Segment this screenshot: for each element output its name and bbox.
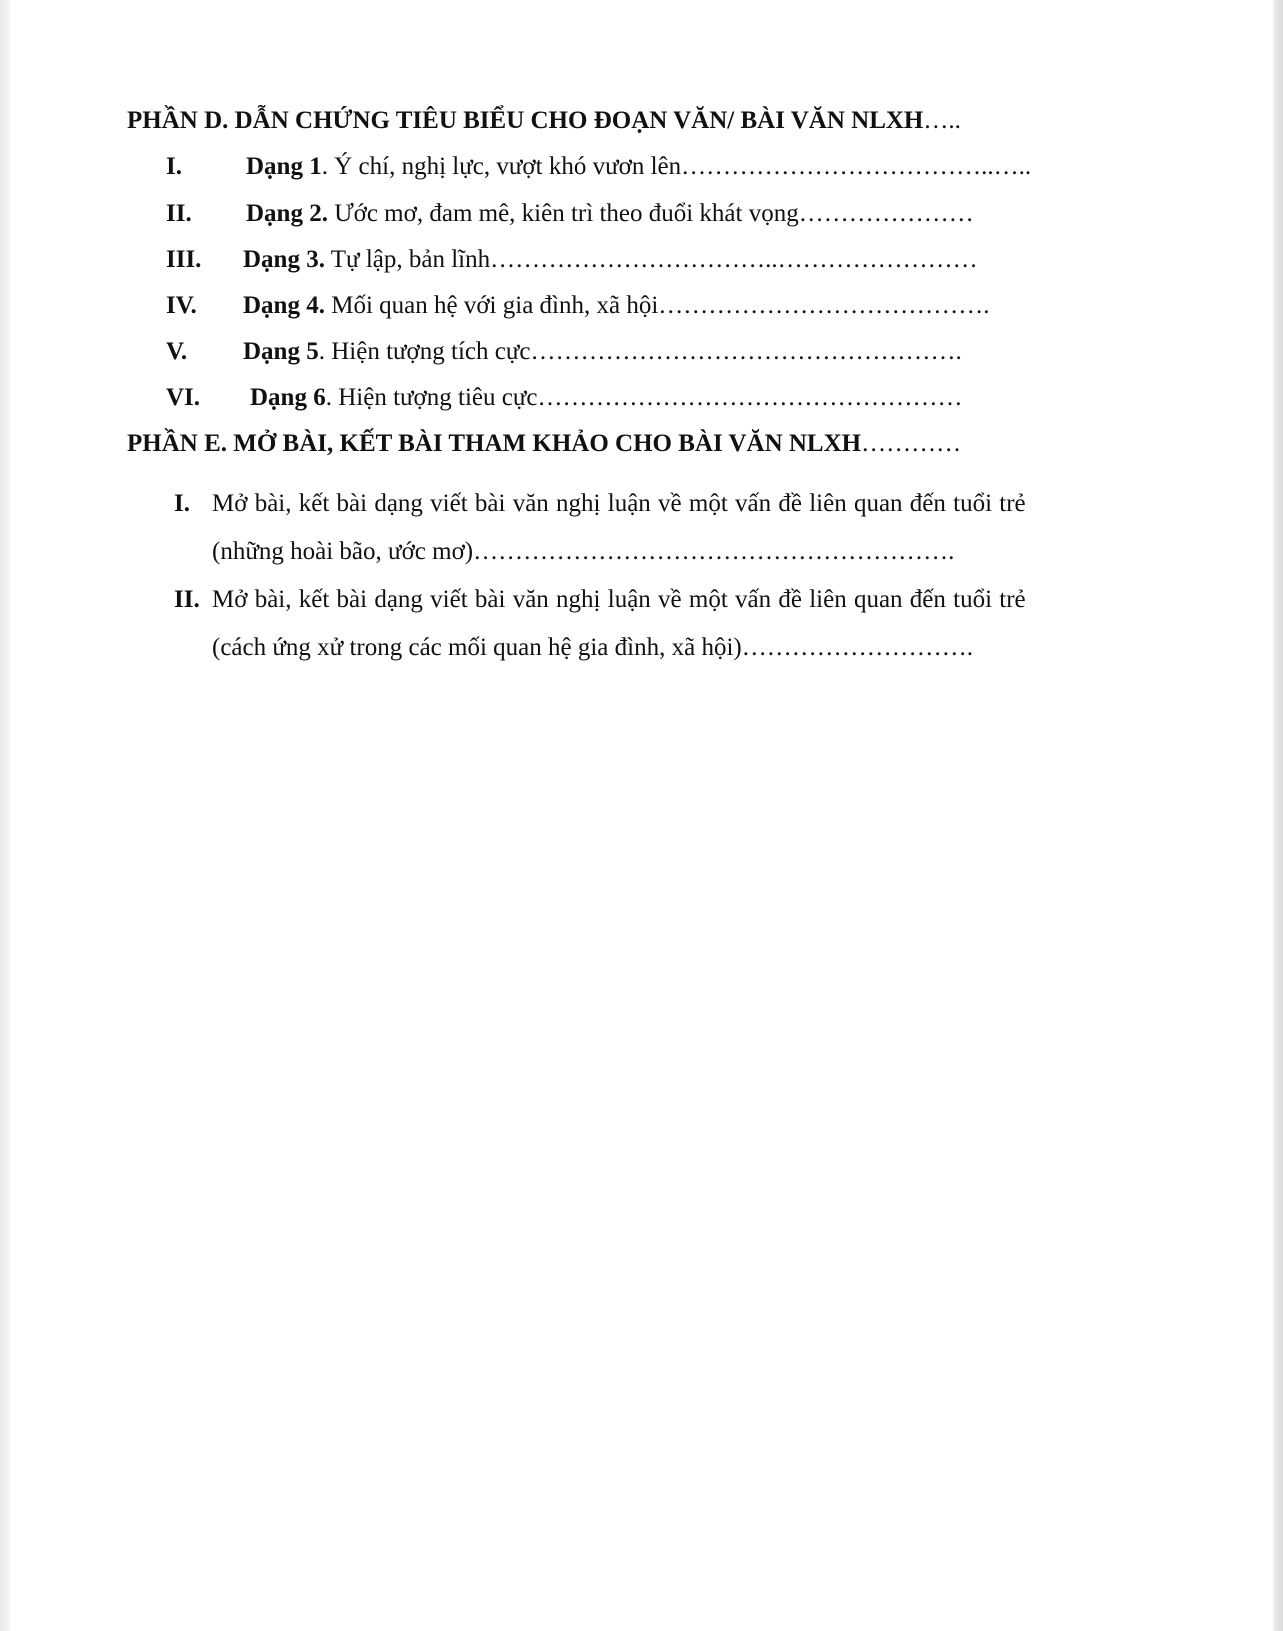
part-d-item-1-number: I.: [166, 153, 182, 180]
part-d-item-1-dots: ………………………………..…..: [681, 153, 1032, 180]
part-d-item-2-dots: …………………: [798, 200, 974, 227]
part-d-item-3-content: Tự lập, bản lĩnh: [324, 246, 491, 273]
part-d-item-1-text: [246, 152, 1031, 182]
part-d-item-5-dots: …………………………………………….: [530, 338, 962, 365]
part-d-item-4-number: IV.: [166, 292, 197, 319]
part-d-item-2-label: Dạng 2.: [246, 200, 328, 227]
part-d-item-5-text: [243, 337, 962, 367]
part-e-item-1-line2: [212, 537, 954, 567]
part-e-item-2-number: II.: [174, 586, 200, 613]
part-d-item-1-content: . Ý chí, nghị lực, vượt khó vươn lên: [321, 153, 682, 180]
part-e-item-2-line2-text: (cách ứng xử trong các mối quan hệ gia đình, xã hội): [212, 634, 742, 661]
part-e-title-dots: …………: [861, 430, 962, 457]
page-edge-right: [1273, 0, 1283, 1631]
part-d-title: PHẦN D. DẪN CHỨNG TIÊU BIỂU CHO ĐOẠN VĂN/ BÀI VĂN NLXH: [127, 107, 924, 134]
part-d-title-dots: …..: [923, 107, 961, 134]
part-d-item-5-label: Dạng 5: [243, 338, 319, 365]
page-edge-left: [0, 0, 10, 1631]
part-d-item-1-label: Dạng 1: [246, 153, 322, 180]
part-d-heading: [127, 106, 961, 136]
part-e-item-1-dots: ………………………………………………….: [473, 538, 955, 565]
part-d-item-3-number: III.: [166, 246, 202, 273]
part-d-item-2-text: [246, 199, 974, 229]
part-d-item-4-text: [243, 291, 990, 321]
part-d-item-2-content: Ước mơ, đam mê, kiên trì theo đuổi khát vọng: [327, 200, 799, 227]
part-d-item-6-content: . Hiện tượng tiêu cực: [325, 384, 538, 411]
part-d-item-3-dots: ……………………………..……………………: [490, 246, 978, 273]
part-d-item-3-text: [243, 245, 978, 275]
part-e-heading: [127, 429, 961, 459]
part-e-item-2-line2: [212, 633, 973, 663]
part-d-item-6-dots: ……………………………………………: [537, 384, 963, 411]
part-d-item-6-text: [250, 383, 963, 413]
part-d-item-5-content: . Hiện tượng tích cực: [318, 338, 531, 365]
part-d-item-3-label: Dạng 3.: [243, 246, 325, 273]
part-e-item-1-number: I.: [174, 490, 190, 517]
part-e-item-1-line2-text: (những hoài bão, ước mơ): [212, 538, 474, 565]
part-d-item-6-number: VI.: [166, 384, 201, 411]
part-d-item-5-number: V.: [166, 338, 188, 365]
part-e-item-1-line1: Mở bài, kết bài dạng viết bài văn nghị luận về một vấn đề liên quan đến tuổi trẻ: [212, 490, 1026, 517]
part-e-item-2-dots: ……………………….: [741, 634, 973, 661]
part-d-item-4-content: Mối quan hệ với gia đình, xã hội: [324, 292, 659, 319]
part-d-item-4-dots: ………………………………….: [658, 292, 990, 319]
part-e-item-2-line1: Mở bài, kết bài dạng viết bài văn nghị luận về một vấn đề liên quan đến tuổi trẻ: [212, 586, 1026, 613]
part-e-title: PHẦN E. MỞ BÀI, KẾT BÀI THAM KHẢO CHO BÀI VĂN NLXH: [127, 430, 862, 457]
part-d-item-4-label: Dạng 4.: [243, 292, 325, 319]
part-d-item-6-label: Dạng 6: [250, 384, 326, 411]
part-d-item-2-number: II.: [166, 200, 192, 227]
